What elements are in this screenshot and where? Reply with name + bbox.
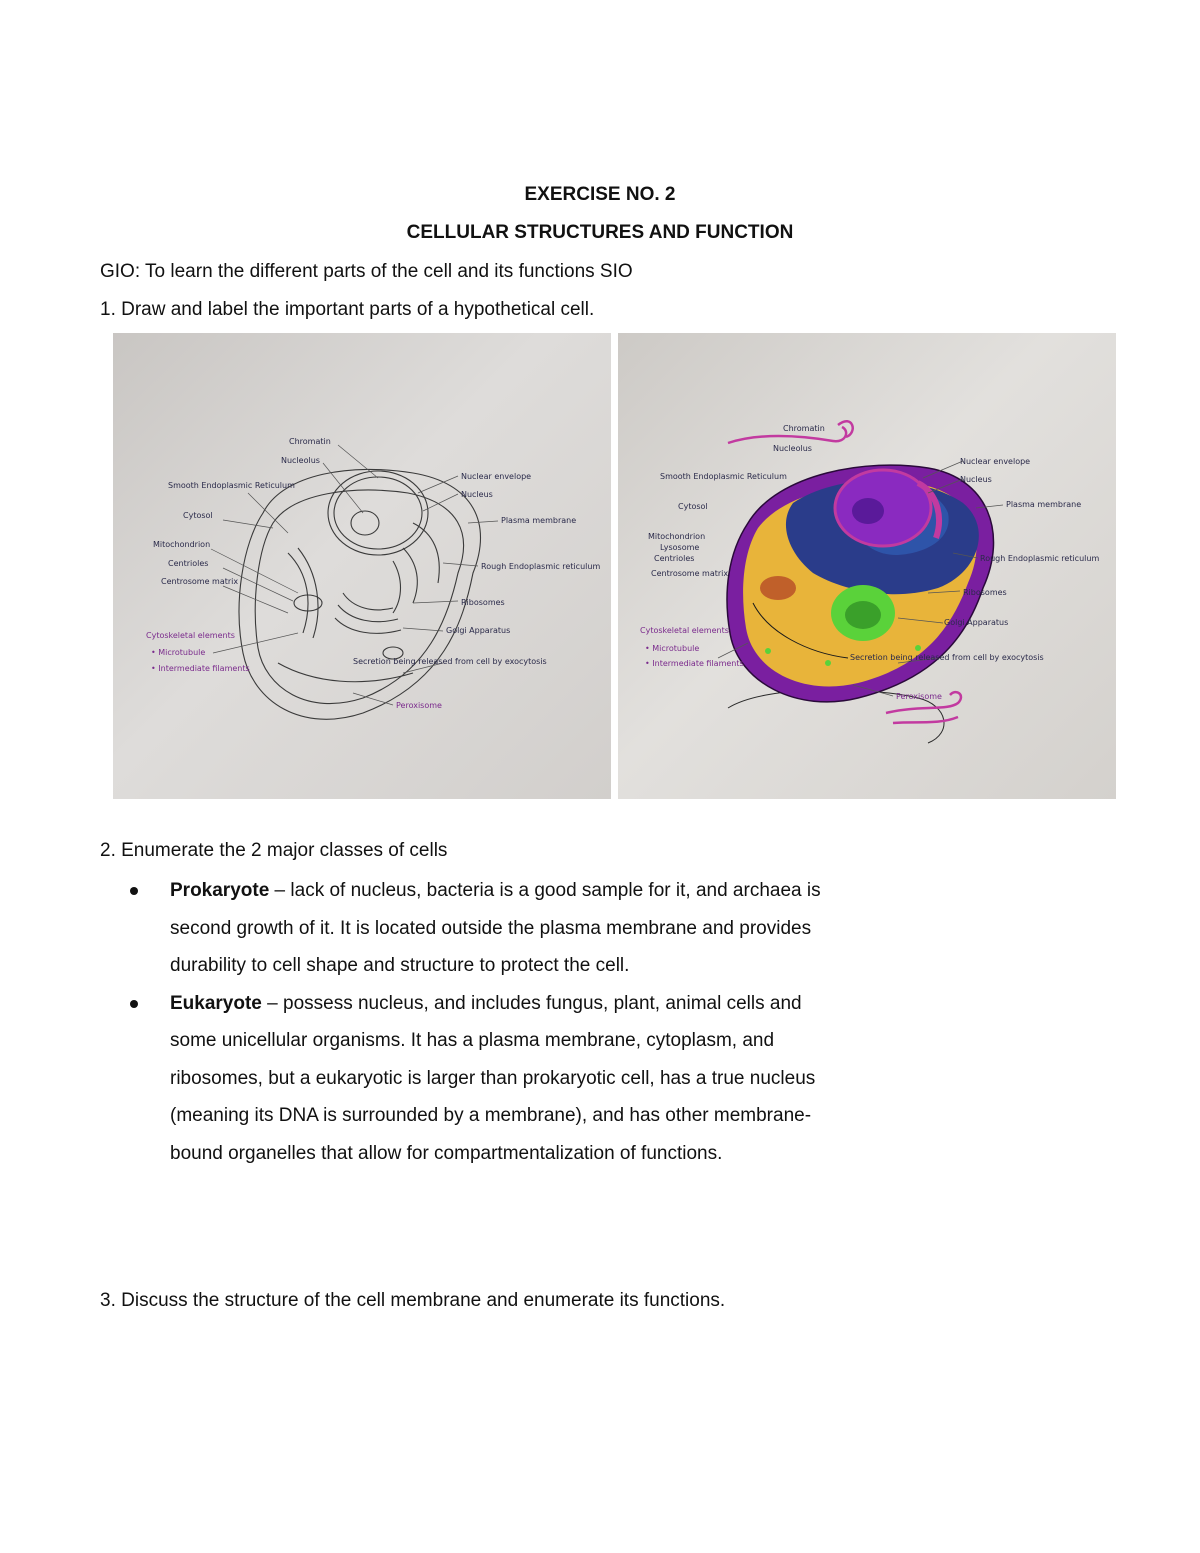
label-cytosol-colored: Cytosol (678, 502, 708, 511)
label-nucleus: Nucleus (461, 490, 493, 499)
label-secretion: Secretion being released from cell by exocytosis (353, 657, 547, 666)
label-nucleus-colored: Nucleus (960, 475, 992, 484)
label-smooth-er: Smooth Endoplasmic Reticulum (168, 481, 295, 490)
label-chromatin-colored: Chromatin (783, 424, 825, 433)
label-cytoskeletal: Cytoskeletal elements (146, 631, 235, 640)
label-chromatin: Chromatin (289, 437, 331, 446)
term-prokaryote: Prokaryote (170, 880, 270, 901)
label-plasma-membrane: Plasma membrane (501, 516, 577, 525)
bullet-icon (130, 887, 138, 895)
label-rough-er: Rough Endoplasmic reticulum (481, 562, 601, 571)
label-golgi-colored: Golgi Apparatus (944, 618, 1009, 627)
list-item (128, 872, 848, 985)
label-microtubule: • Microtubule (151, 648, 206, 657)
nucleus-outline (328, 471, 428, 555)
label-peroxisome: Peroxisome (396, 701, 442, 710)
exercise-title: EXERCISE NO. 2 (524, 184, 676, 205)
label-secretion-colored: Secretion being released from cell by exocytosis (850, 653, 1044, 662)
cell-classes-list (128, 872, 848, 1172)
question-3: 3. Discuss the structure of the cell membrane and enumerate its functions. (100, 1290, 726, 1311)
definition-eukaryote: – possess nucleus, and includes fungus, plant, animal cells and some unicellular organisms. It has a plasma membrane, cytoplasm, and ribosomes, but a eukaryotic is larger than prokaryotic cell, has a true nucleus (meaning its DNA is surrounded by a membrane), and has other membrane-bound organelles that allow for compartmentalization of functions. (170, 992, 816, 1164)
label-golgi: Golgi Apparatus (446, 626, 511, 635)
label-centrioles-colored: Centrioles (654, 554, 695, 563)
label-nucleolus: Nucleolus (281, 456, 320, 465)
cell-drawing-colored-photo (618, 333, 1116, 799)
label-peroxisome-colored: Peroxisome (896, 692, 942, 701)
label-smooth-er-colored: Smooth Endoplasmic Reticulum (660, 472, 787, 481)
label-ribosomes-colored: Ribosomes (963, 588, 1007, 597)
label-plasma-membrane-colored: Plasma membrane (1006, 500, 1082, 509)
cell-drawing-outline-photo (113, 333, 611, 799)
label-nuclear-envelope: Nuclear envelope (461, 472, 532, 481)
definition-prokaryote: – lack of nucleus, bacteria is a good sample for it, and archaea is second growth of it. It is located outside the plasma membrane and provides durability to cell shape and structure to protect the cell. (170, 880, 821, 976)
label-nucleolus-colored: Nucleolus (773, 444, 812, 453)
label-microtubule-colored: • Microtubule (645, 644, 700, 653)
label-centrosome-colored: Centrosome matrix (651, 569, 729, 578)
label-mitochondrion-colored: Mitochondrion (648, 532, 706, 541)
label-rough-er-colored: Rough Endoplasmic reticulum (980, 554, 1100, 563)
gio-statement: GIO: To learn the different parts of the cell and its functions SIO (100, 261, 633, 282)
label-mitochondrion: Mitochondrion (153, 540, 211, 549)
bullet-icon (130, 1000, 138, 1008)
label-intermediate: • Intermediate filaments (151, 664, 250, 673)
label-intermediate-colored: • Intermediate filaments (645, 659, 744, 668)
label-lysosome-colored: Lysosome (660, 543, 700, 552)
list-item (128, 985, 848, 1173)
term-eukaryote: Eukaryote (170, 992, 262, 1014)
label-ribosomes: Ribosomes (461, 598, 505, 607)
label-cytosol: Cytosol (183, 511, 213, 520)
label-cytoskeletal-colored: Cytoskeletal elements (640, 626, 729, 635)
label-centrosome-matrix: Centrosome matrix (161, 577, 239, 586)
question-1: 1. Draw and label the important parts of a hypothetical cell. (100, 299, 595, 320)
question-2: 2. Enumerate the 2 major classes of cells (100, 840, 448, 861)
label-centrioles: Centrioles (168, 559, 209, 568)
exercise-subtitle: CELLULAR STRUCTURES AND FUNCTION (406, 222, 794, 243)
label-nuclear-envelope-colored: Nuclear envelope (960, 457, 1031, 466)
